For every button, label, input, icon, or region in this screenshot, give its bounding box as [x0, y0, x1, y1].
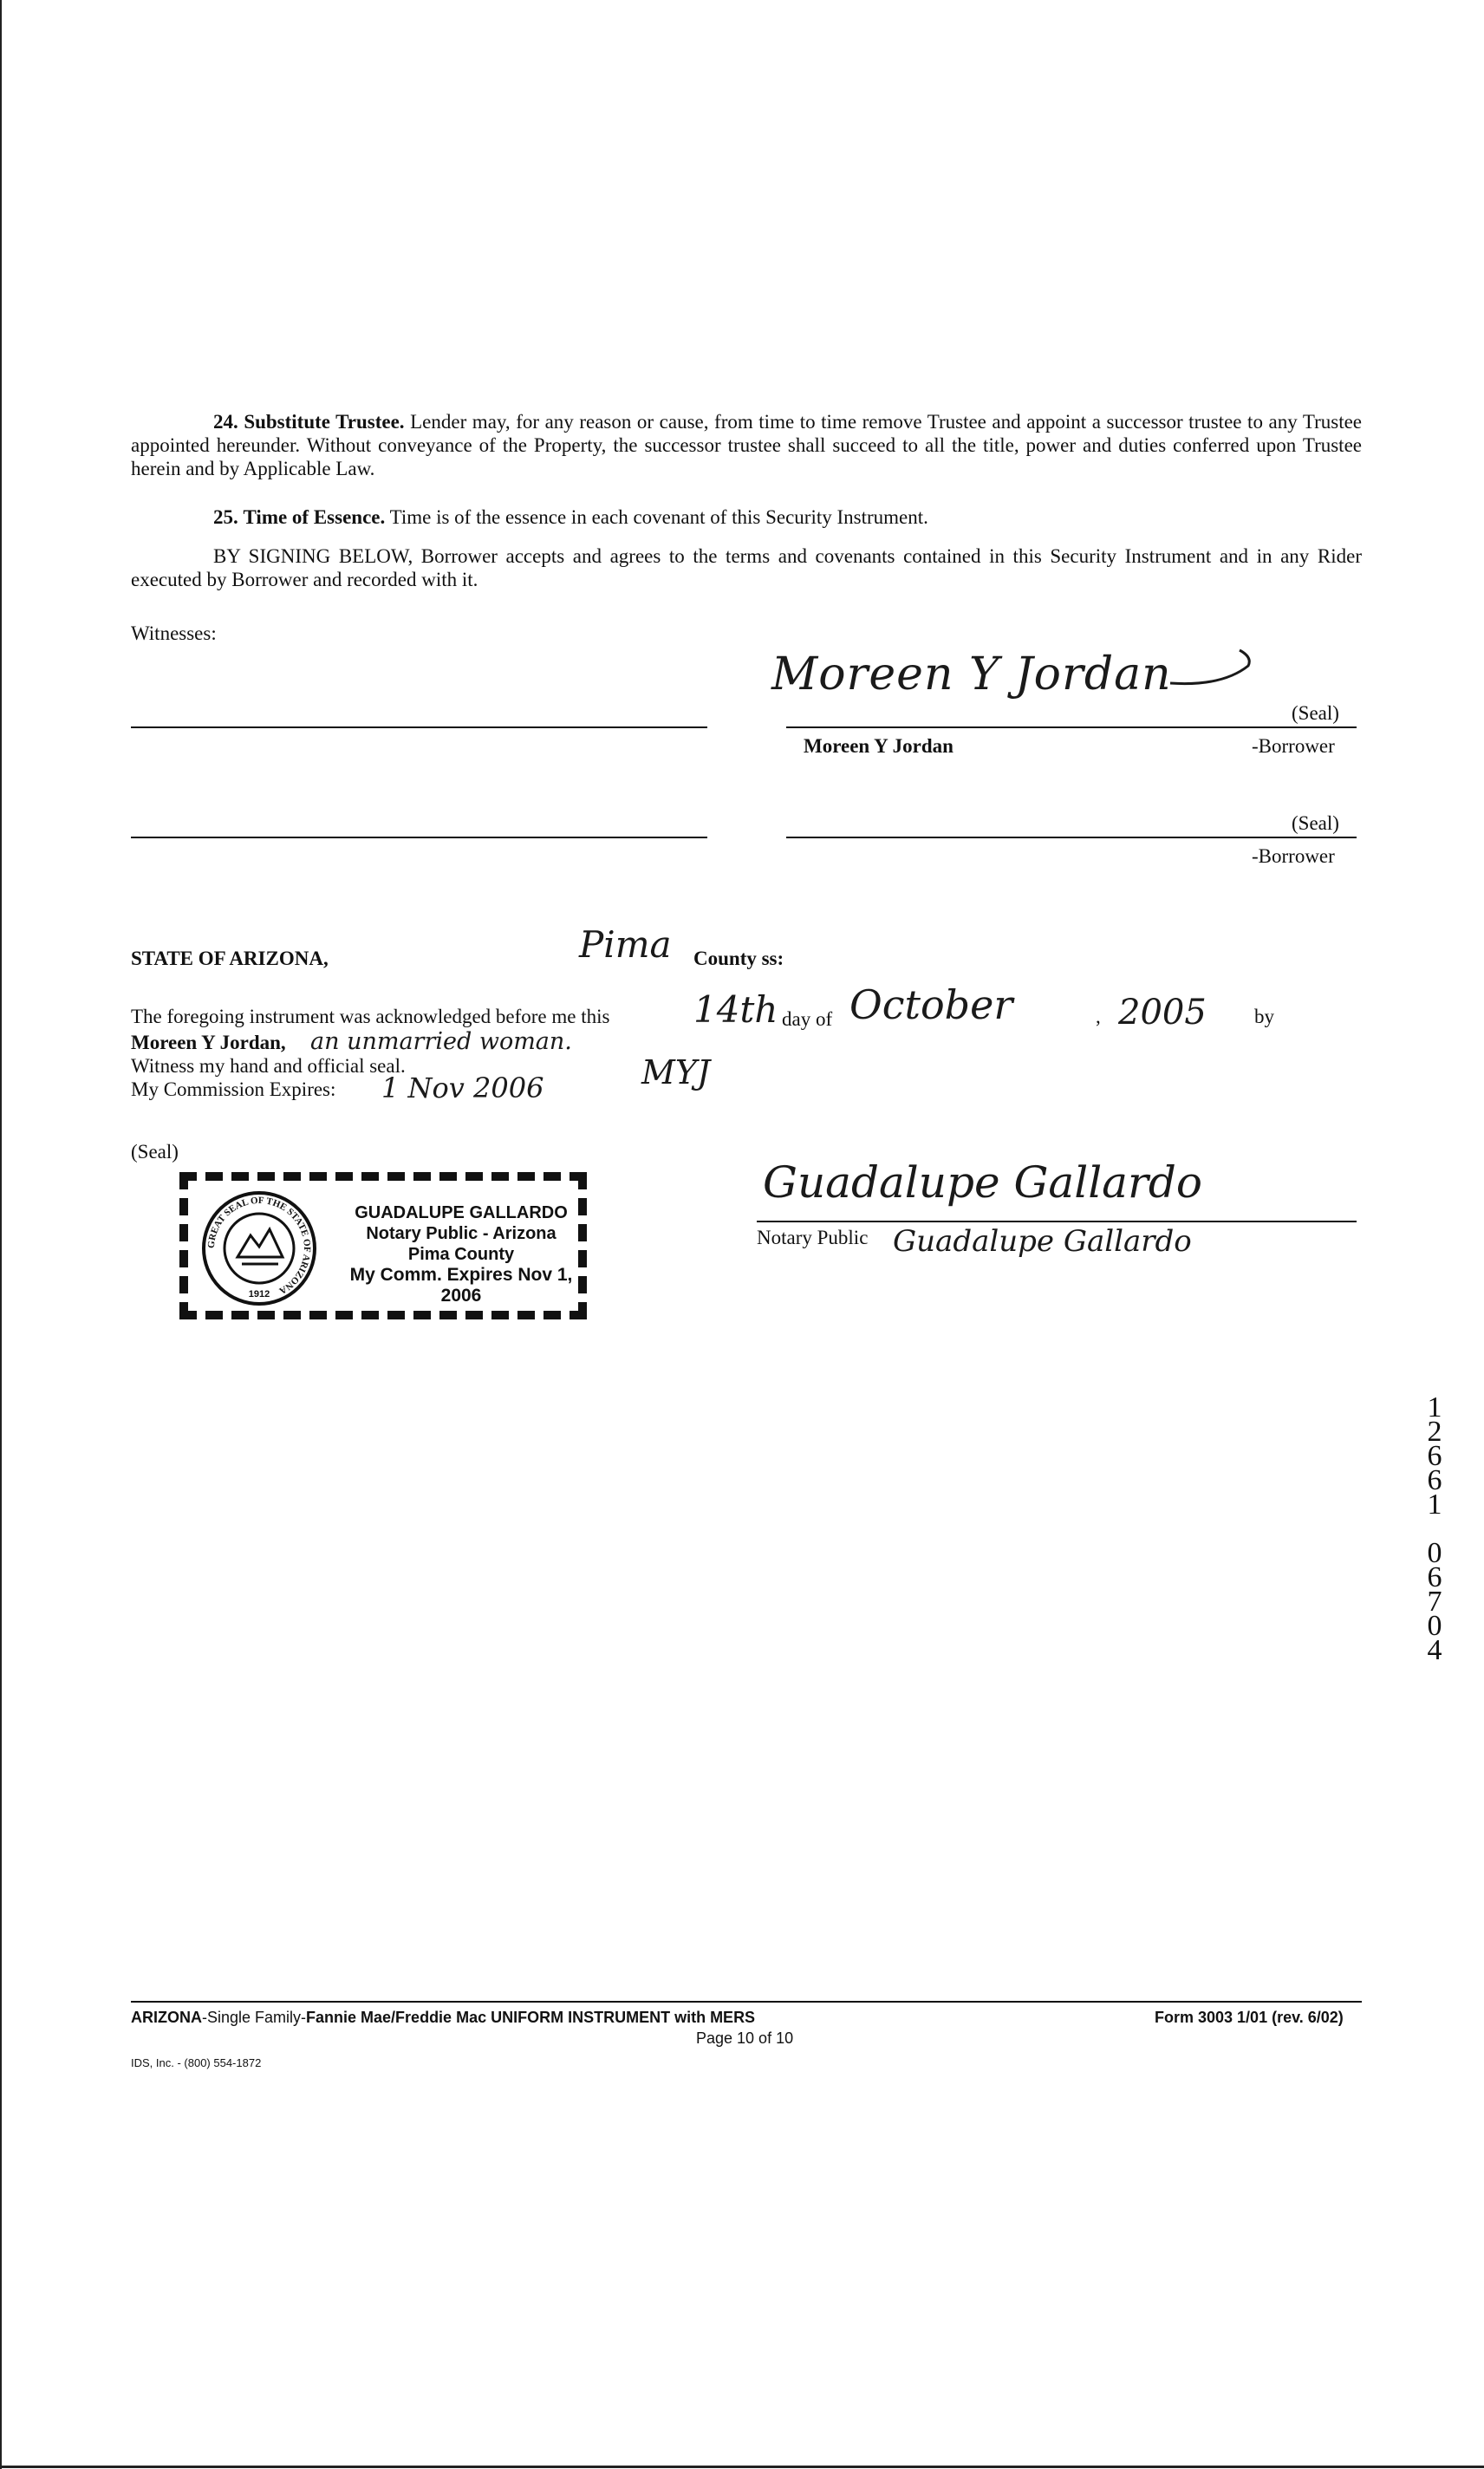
- footer-state: ARIZONA: [131, 2009, 202, 2026]
- footer-instrument: [131, 2009, 755, 2027]
- recording-digit: 6: [1427, 1464, 1442, 1496]
- notary-public-label: Notary Public: [757, 1227, 869, 1248]
- footer-vendor: IDS, Inc. - (800) 554-1872: [131, 2056, 262, 2069]
- footer-rule: [131, 2001, 1362, 2003]
- recording-digit: 1: [1427, 1391, 1442, 1423]
- footer-desc-bold: Fannie Mae/Freddie Mac UNIFORM INSTRUMENT with MERS: [306, 2009, 756, 2026]
- stamp-notary-name: GUADALUPE GALLARDO: [355, 1203, 568, 1222]
- arizona-state-seal-icon: [199, 1188, 320, 1309]
- recording-number: [1422, 1391, 1448, 1666]
- borrower-1-line: [786, 726, 1357, 728]
- recording-digit: 7: [1427, 1586, 1442, 1618]
- stamp-county: Pima County: [407, 1245, 515, 1264]
- by-label: by: [1254, 1006, 1274, 1027]
- recording-digit: 2: [1427, 1416, 1442, 1448]
- year-handwritten: 2005: [1118, 993, 1207, 1033]
- footer-page: Page 10 of 10: [696, 2029, 794, 2047]
- witness-2-line: [131, 837, 707, 838]
- section-24-number: 24.: [213, 411, 238, 433]
- borrower-1-role: -Borrower: [1252, 735, 1335, 757]
- seal-year: 1912: [248, 1289, 270, 1300]
- borrower-2-line: [786, 837, 1357, 838]
- acknowledgment-intro: The foregoing instrument was acknowledged before me this: [131, 1006, 610, 1027]
- notary-signature-line: [757, 1221, 1357, 1222]
- recording-digit: 1: [1427, 1489, 1442, 1521]
- seal-label: (Seal): [131, 1141, 179, 1163]
- recording-digit: 0: [1427, 1610, 1442, 1642]
- day-of-label: day of: [782, 1008, 833, 1030]
- month-handwritten: October: [849, 981, 1013, 1028]
- section-25-title: Time of Essence.: [243, 506, 386, 528]
- scan-edge-left: [0, 0, 2, 2469]
- seal-ring-text: GREAT SEAL OF THE STATE OF ARIZONA: [205, 1195, 313, 1296]
- recording-digit: 6: [1427, 1440, 1442, 1472]
- county-label: County ss:: [693, 948, 784, 969]
- stamp-expires: My Comm. Expires Nov 1, 2006: [349, 1265, 573, 1306]
- notary-stamp: [179, 1172, 587, 1319]
- acknowledged-person: Moreen Y Jordan,: [131, 1032, 286, 1053]
- borrower-2-role: -Borrower: [1252, 845, 1335, 867]
- stamp-notary-title: Notary Public - Arizona: [366, 1224, 556, 1243]
- initials-handwritten: MYJ: [641, 1053, 711, 1091]
- section-24: [131, 410, 1362, 480]
- notary-printed-name-handwritten: Guadalupe Gallardo: [893, 1224, 1192, 1259]
- recording-digit: 6: [1427, 1561, 1442, 1593]
- section-24-body: Lender may, for any reason or cause, from time to time remove Trustee and appoint a successor trustee to any Trustee appointed hereunder. Without conveyance of the Property, the successor trustee shall succeed to all the title, power and duties conferred upon Trustee herein and by Applicable Law.: [131, 411, 1363, 479]
- state-label: STATE OF ARIZONA,: [131, 948, 329, 969]
- witness-1-line: [131, 726, 707, 728]
- signing-statement: BY SIGNING BELOW, Borrower accepts and agrees to the terms and covenants contained in this Security Instrument and in any Rider executed by Borrower and recorded with it.: [131, 545, 1362, 590]
- borrower-1-signature: Moreen Y Jordan: [771, 648, 1172, 700]
- witness-statement: Witness my hand and official seal.: [131, 1055, 406, 1077]
- borrower-1-name: Moreen Y Jordan: [804, 735, 954, 757]
- commission-handwritten: 1 Nov 2006: [381, 1072, 544, 1104]
- stamp-text-block: [340, 1202, 583, 1306]
- section-25: [131, 505, 1362, 529]
- person-description-handwritten: an unmarried woman.: [310, 1028, 572, 1055]
- footer-desc-plain: -Single Family-: [202, 2009, 307, 2026]
- section-25-number: 25.: [213, 506, 238, 528]
- notary-signature: Guadalupe Gallardo: [763, 1157, 1203, 1208]
- borrower-2-seal: (Seal): [1292, 812, 1339, 834]
- borrower-1-seal: (Seal): [1292, 702, 1339, 724]
- county-handwritten: Pima: [579, 923, 672, 966]
- scan-edge-bottom: [0, 2466, 1484, 2468]
- footer-form: Form 3003 1/01 (rev. 6/02): [1155, 2009, 1344, 2026]
- recording-digit: 0: [1427, 1537, 1442, 1569]
- section-25-body: Time is of the essence in each covenant of this Security Instrument.: [389, 506, 928, 528]
- year-comma: ,: [1096, 1006, 1101, 1027]
- day-handwritten: 14th: [693, 988, 778, 1031]
- commission-label: My Commission Expires:: [131, 1078, 336, 1100]
- witnesses-label: Witnesses:: [131, 622, 217, 644]
- borrower-1-signature-flourish: [1162, 642, 1257, 694]
- recording-digit: 4: [1427, 1634, 1442, 1666]
- section-24-title: Substitute Trustee.: [244, 411, 405, 433]
